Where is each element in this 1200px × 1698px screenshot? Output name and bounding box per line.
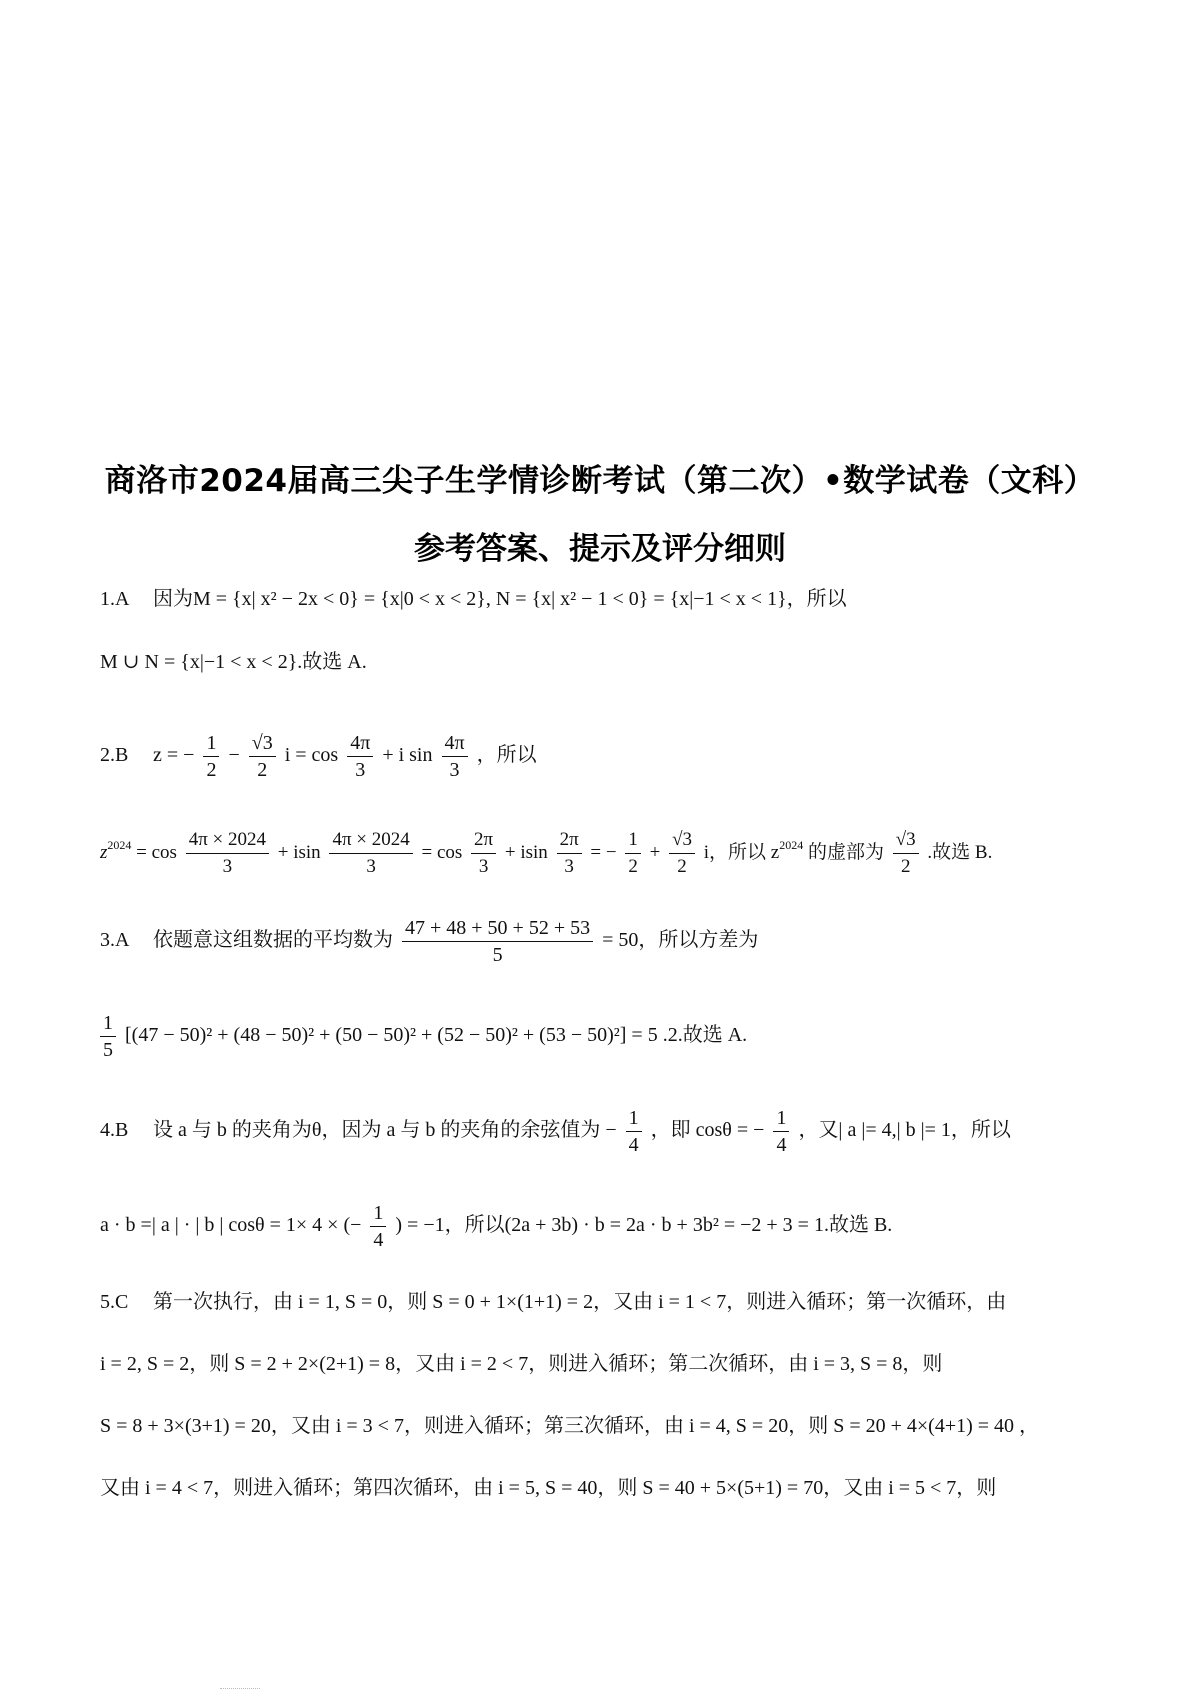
math-text: + isin <box>277 842 321 863</box>
math-text: − <box>228 744 240 766</box>
fraction: $\frac{1}{4}$ <box>773 1105 789 1158</box>
answer-text: S = 8 + 3×(3+1) = 20，又由 i = 3 < 7，则进入循环；第三次循环，由 i = 4, S = 20，则 S = 20 + 4×(4+1) = 40 ， <box>100 1415 1040 1437</box>
document-title: 商洛市2024届高三尖子生学情诊断考试（第二次）•数学试卷（文科） <box>104 463 1096 499</box>
fraction: $\frac{√3}{2}$ <box>669 827 695 880</box>
answer-5-line-1 <box>100 1288 1120 1316</box>
answer-3-line-2 <box>100 1005 1120 1065</box>
fraction: $\frac{1}{4}$ <box>370 1200 386 1253</box>
answer-number: 4.B <box>100 1119 129 1141</box>
math-text: ，所以 <box>476 744 537 766</box>
answer-5-line-2 <box>100 1350 1120 1378</box>
fraction: $\frac{1}{2}$ <box>625 827 641 880</box>
answer-text: ，又| a |= 4,| b |= 1，所以 <box>798 1119 1011 1141</box>
math-text: .故选 B. <box>927 842 993 863</box>
fraction: $\frac{4\pi \times 2024}{3}$ <box>186 827 269 880</box>
fraction: $\frac{47 + 48 + 50 + 52 + 53}{5}$ <box>402 915 593 968</box>
math-text: + isin <box>504 842 548 863</box>
document-subtitle: 参考答案、提示及评分细则 <box>414 531 786 567</box>
answer-text: 依题意这组数据的平均数为 <box>153 929 393 951</box>
fraction: $\frac{√3}{2}$ <box>893 827 919 880</box>
answer-text: 因为M = {x| x² − 2x < 0} = {x|0 < x < 2}, N = {x| x² − 1 < 0} = {x|−1 < x < 1}，所以 <box>153 588 847 610</box>
answer-text: M ∪ N = {x|−1 < x < 2}.故选 A. <box>100 651 367 673</box>
answer-number: 2.B <box>100 744 129 766</box>
answer-text: 又由 i = 4 < 7，则进入循环；第四次循环，由 i = 5, S = 40，则 S = 40 + 5×(5+1) = 70，又由 i = 5 < 7，则 <box>100 1477 997 1499</box>
answer-number: 5.C <box>100 1291 129 1313</box>
answer-text: 第一次执行，由 i = 1, S = 0，则 S = 0 + 1×(1+1) = 2，又由 i = 1 < 7，则进入循环；第一次循环，由 <box>153 1291 1007 1313</box>
fraction: $\frac{4\pi}{3}$ <box>347 730 373 783</box>
fraction: $\frac{1}{4}$ <box>626 1105 642 1158</box>
exponent: 2024 <box>107 838 132 852</box>
answer-number: 1.A <box>100 588 130 610</box>
fraction: $\frac{4\pi}{3}$ <box>442 730 468 783</box>
math-text: i，所以 z <box>703 842 780 863</box>
answer-text: [(47 − 50)² + (48 − 50)² + (50 − 50)² + (52 − 50)² + (53 − 50)²] = 5 .2.故选 A. <box>125 1024 748 1046</box>
fraction: $\frac{4\pi \times 2024}{3}$ <box>329 827 412 880</box>
math-text: z <box>100 842 108 863</box>
answer-text: i = 2, S = 2，则 S = 2 + 2×(2+1) = 8，又由 i = 2 < 7，则进入循环；第二次循环，由 i = 3, S = 8，则 <box>100 1353 943 1375</box>
answer-3-line-1 <box>100 910 1120 970</box>
answer-text: ，即 cosθ = − <box>650 1119 765 1141</box>
answer-number: 3.A <box>100 929 130 951</box>
footer-dots <box>220 1688 260 1691</box>
math-text: = cos <box>421 842 463 863</box>
answer-text: = 50，所以方差为 <box>602 929 759 951</box>
fraction: $\frac{√3}{2}$ <box>249 730 276 783</box>
answer-text: ) = −1，所以(2a + 3b) · b = 2a · b + 3b² = −2 + 3 = 1.故选 B. <box>395 1214 893 1236</box>
math-text: z = − <box>153 744 195 766</box>
answer-2-line-1 <box>100 725 1120 785</box>
answer-5-line-3 <box>100 1412 1120 1440</box>
exponent: 2024 <box>779 838 804 852</box>
answer-2-line-2 <box>100 815 1120 878</box>
answer-1-line-1 <box>100 585 1120 613</box>
math-text: + i sin <box>382 744 433 766</box>
math-text: i = cos <box>284 744 339 766</box>
answer-5-line-4 <box>100 1474 1120 1502</box>
answer-text: 设 a 与 b 的夹角为θ，因为 a 与 b 的夹角的余弦值为 − <box>153 1119 617 1141</box>
fraction: $\frac{1}{5}$ <box>100 1010 116 1063</box>
fraction: $\frac{1}{2}$ <box>203 730 219 783</box>
answer-1-line-2 <box>100 648 1120 676</box>
fraction: $\frac{2\pi}{3}$ <box>557 827 582 880</box>
answer-4-line-1 <box>100 1100 1120 1160</box>
fraction: $\frac{2\pi}{3}$ <box>471 827 496 880</box>
math-text: = − <box>590 842 617 863</box>
math-text: + <box>649 842 661 863</box>
math-text: = cos <box>136 842 177 863</box>
math-text: 的虚部为 <box>803 842 884 863</box>
answer-text: a · b =| a | · | b | cosθ = 1× 4 × (− <box>100 1214 362 1236</box>
answer-4-line-2 <box>100 1195 1120 1255</box>
